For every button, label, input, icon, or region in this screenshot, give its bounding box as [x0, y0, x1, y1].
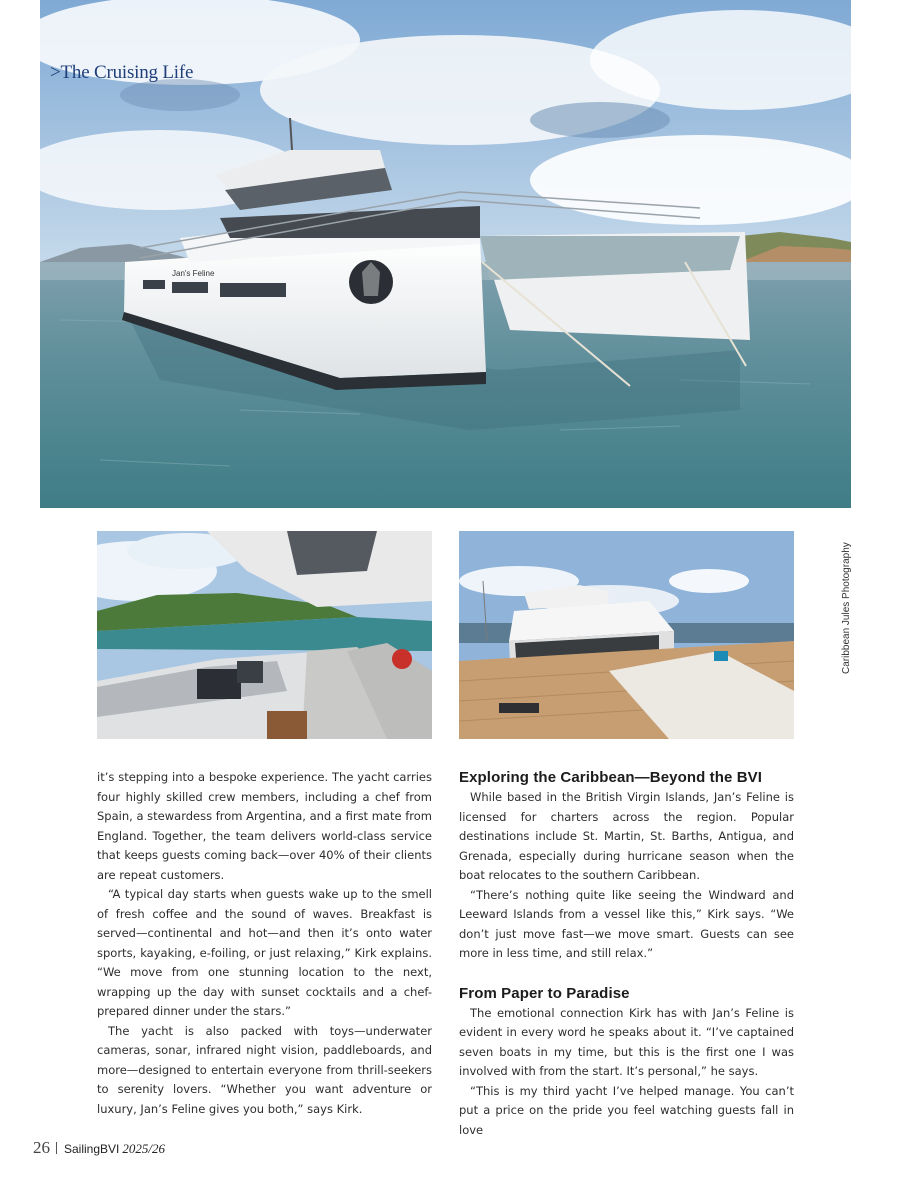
photo-credit: Caribbean Jules Photography	[841, 542, 852, 674]
magazine-name: SailingBVI	[64, 1142, 120, 1156]
photo-aft-deck	[459, 531, 794, 739]
paragraph: While based in the British Virgin Islands, Jan’s Feline is licensed for charters across the region. Popular destinations include St. Martin, St. Barths, Antigua, and Grenada, especially during hurricane season when the boat relocates to the southern Caribbean.	[459, 790, 794, 882]
section-label: >The Cruising Life	[50, 62, 194, 83]
article-column-left	[97, 768, 432, 1119]
paragraph: “This is my third yacht I’ve helped manage. You can’t put a price on the pride you feel watching guests fall in love	[459, 1083, 794, 1137]
section-heading: From Paper to Paradise	[459, 984, 630, 1002]
paragraph: “A typical day starts when guests wake up to the smell of fresh coffee and the sound of waves. Breakfast is served—continental and hot—and then it’s onto water sports, kayaking, e-foiling, or just relaxing,” Kirk explains. “We move from one stunning location to the next, wrapping up the day with sunset cocktails and a chef-prepared dinner under the stars.”	[97, 887, 432, 1018]
hero-hull-name: Jan's Feline	[172, 269, 215, 278]
issue-label: 2025/26	[122, 1141, 165, 1156]
paragraph: The yacht is also packed with toys—underwater cameras, sonar, infrared night vision, paddleboards, and more—designed to entertain everyone from thrill-seekers to serenity lovers. “Whether you want adventure or luxury, Jan’s Feline gives you both,” says Kirk.	[97, 1023, 432, 1116]
page-footer	[33, 1138, 165, 1158]
paragraph: The emotional connection Kirk has with Jan’s Feline is evident in every word he speaks about it. “I’ve captained seven boats in my time, but this is the first one I was involved with from the start. It’s personal,” he says.	[459, 1005, 794, 1078]
section-heading: Exploring the Caribbean—Beyond the BVI	[459, 769, 763, 786]
paragraph: “There’s nothing quite like seeing the Windward and Leeward Islands from a vessel like this,” Kirk says. “We don’t just move fast—we move smart. Guests can see more in less time, and still relax.”	[459, 887, 794, 960]
page-number: 26	[33, 1138, 50, 1157]
paragraph: it’s stepping into a bespoke experience. The yacht carries four highly skilled crew members, including a chef from Spain, a stewardess from Argentina, and a first mate from England. Together, the team delivers world-class service that keeps guests coming back—over 40% of their clients are repeat customers.	[97, 770, 432, 882]
article-column-right	[459, 768, 794, 1140]
photo-helm-station	[97, 531, 432, 739]
footer-divider	[56, 1142, 57, 1154]
